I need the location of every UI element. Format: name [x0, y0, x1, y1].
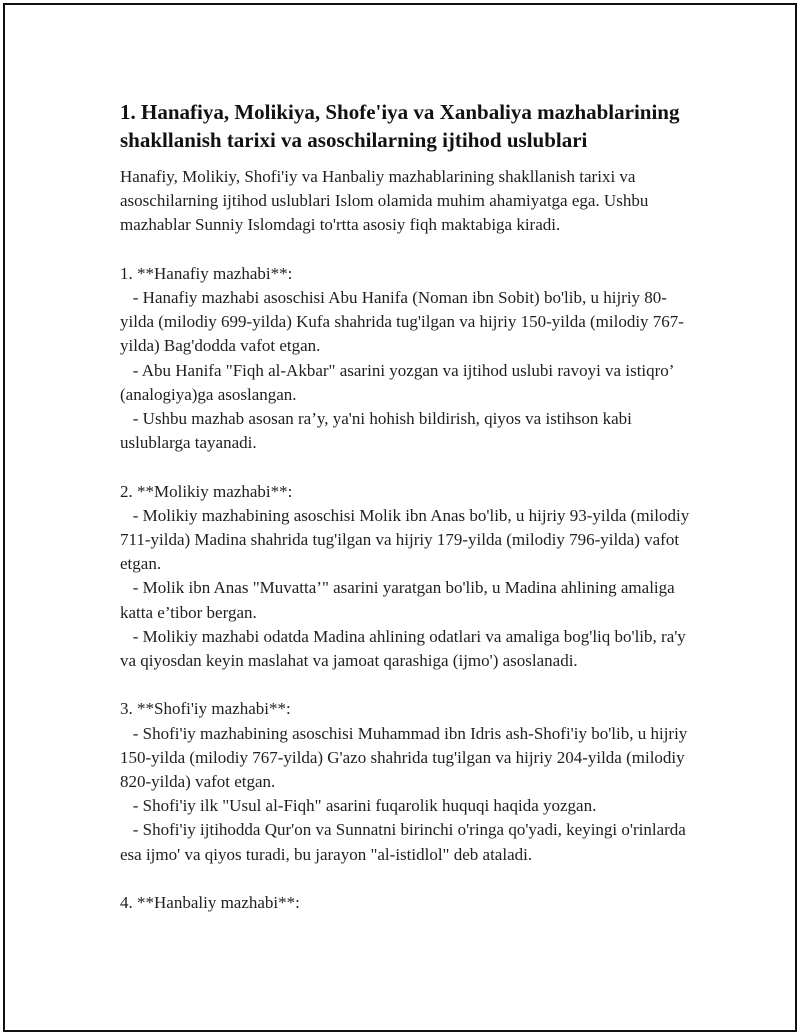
page-frame — [3, 3, 797, 1032]
intro-paragraph: Hanafiy, Molikiy, Shofi'iy va Hanbaliy mazhablarining shakllanish tarixi va asoschilarning ijtihod uslublari Islom olamida muhim ahamiyatga ega. Ushbu mazhablar Sunniy Islomdagi to'rtta asosiy fiqh maktabiga kiradi. — [120, 167, 653, 235]
section-heading: 1. **Hanafiy mazhabi**: — [120, 263, 293, 283]
section-molikiy — [120, 480, 700, 674]
section-heading: 3. **Shofi'iy mazhabi**: — [120, 699, 291, 719]
section-hanafiy — [120, 262, 700, 456]
document-body — [120, 98, 700, 915]
bullet-item: - Shofi'iy ilk "Usul al-Fiqh" asarini fuqarolik huquqi haqida yozgan. — [120, 796, 597, 816]
bullet-item: - Molikiy mazhabining asoschisi Molik ibn Anas bo'lib, u hijriy 93-yilda (milodiy 711-yilda) Madina shahrida tug'ilgan va hijriy 179-yilda (milodiy 796-yilda) vafot etgan. — [120, 505, 694, 574]
bullet-item: - Molikiy mazhabi odatda Madina ahlining odatlari va amaliga bog'liq bo'lib, ra'y va qiyosdan keyin maslahat va jamoat qarashiga (ijmo') asoslanadi. — [120, 626, 691, 671]
bullet-item: - Shofi'iy ijtihodda Qur'on va Sunnatni birinchi o'ringa qo'yadi, keyingi o'rinlarda esa ijmo' va qiyos turadi, bu jarayon "al-istidlol" deb ataladi. — [120, 820, 691, 864]
bullet-item: - Molik ibn Anas "Muvatta’" asarini yaratgan bo'lib, u Madina ahlining amaliga katta e’tibor bergan. — [120, 578, 679, 622]
bullet-item: - Shofi'iy mazhabining asoschisi Muhammad ibn Idris ash-Shofi'iy bo'lib, u hijriy 150-yilda (milodiy 767-yilda) G'azo shahrida tug'ilgan va hijriy 204-yilda (milodiy 820-yilda) vafot etgan. — [120, 723, 692, 792]
section-hanbaliy — [120, 891, 700, 915]
document-title: 1. Hanafiya, Molikiya, Shofe'iya va Xanbaliya mazhablarining shakllanish tarixi va asoschilarning ijtihod uslublari — [120, 100, 680, 152]
section-heading: 4. **Hanbaliy mazhabi**: — [120, 893, 300, 913]
bullet-item: - Abu Hanifa "Fiqh al-Akbar" asarini yozgan va ijtihod uslubi ravoyi va istiqro’ (analogiya)ga asoslangan. — [120, 360, 678, 404]
bullet-item: - Ushbu mazhab asosan ra’y, ya'ni hohish bildirish, qiyos va istihson kabi uslublarga tayanadi. — [120, 409, 637, 453]
section-heading: 2. **Molikiy mazhabi**: — [120, 481, 293, 501]
section-shofiiy — [120, 697, 700, 866]
bullet-item: - Hanafiy mazhabi asoschisi Abu Hanifa (Noman ibn Sobit) bo'lib, u hijriy 80-yilda (milodiy 699-yilda) Kufa shahrida tug'ilgan va hijriy 150-yilda (milodiy 767-yilda) Bag'dodda vafot etgan. — [120, 288, 684, 356]
